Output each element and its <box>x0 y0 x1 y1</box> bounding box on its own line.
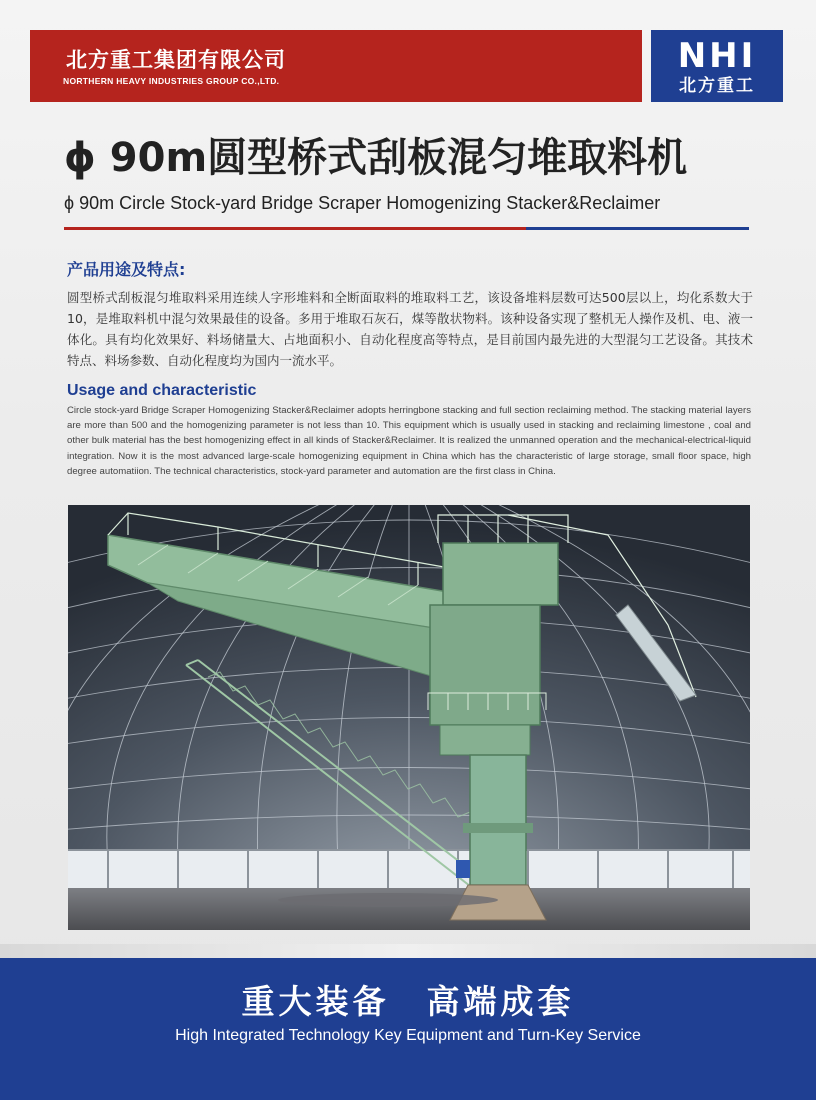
section-body-cn: 圆型桥式刮板混匀堆取料采用连续人字形堆料和全断面取料的堆取料工艺，该设备堆料层数可达500层以上，均化系数大于10，是堆取料机中混匀效果最佳的设备。多用于堆取石灰石，煤等散状物料。该种设备实现了整机无人操作及机、电、液一体化。具有均化效果好、料场储量大、占地面积小、自动化程度高等特点，是目前国内最先进的大型混匀工艺设备。其技术特点、料场参数、自动化程度均为国内一流水平。 <box>67 290 753 368</box>
title-rule-red <box>64 227 526 230</box>
company-name-cn: 北方重工集团有限公司 <box>66 48 286 72</box>
logo-cn-text: 北方重工 <box>679 76 755 96</box>
section-heading-cn: 产品用途及特点: <box>67 260 186 279</box>
page-title-cn: ϕ 90m圆型桥式刮板混匀堆取料机 <box>64 135 688 181</box>
machine-photo <box>68 505 750 930</box>
footer-slogan-cn: 重大装备 高端成套 <box>241 982 575 1021</box>
title-rule-blue <box>526 227 749 230</box>
page-title-en: ϕ 90m Circle Stock-yard Bridge Scraper Homogenizing Stacker&Reclaimer <box>64 193 661 213</box>
nhi-logo <box>651 30 783 102</box>
logo-mark: NHI <box>677 36 757 76</box>
section-body-en: Circle stock-yard Bridge Scraper Homogenizing Stacker&Reclaimer adopts herringbone stacking and full section reclaiming method. The stacking material layers are more than 500 and the homogenizing parameter is not less than 10. This equipment which is usually used in stacking and reclaiming limestone , coal and other bulk material has the best homogenizing effect in all kinds of Stacker&Reclaimer. It is realized the unmanned operation and the mechanical-electrical-liquid integration. Now it is the most advanced large-scale homogenizing equipment in China which has the characteristic of large storage, small floor space, high degree automatiion. The technical characteristics, stock-yard parameter and automation are the first class in China. <box>67 405 751 477</box>
company-name-en: NORTHERN HEAVY INDUSTRIES GROUP CO.,LTD. <box>63 76 280 86</box>
footer-slogan-en: High Integrated Technology Key Equipment and Turn-Key Service <box>175 1027 641 1044</box>
section-heading-en: Usage and characteristic <box>67 382 257 399</box>
footer-divider <box>0 944 816 958</box>
